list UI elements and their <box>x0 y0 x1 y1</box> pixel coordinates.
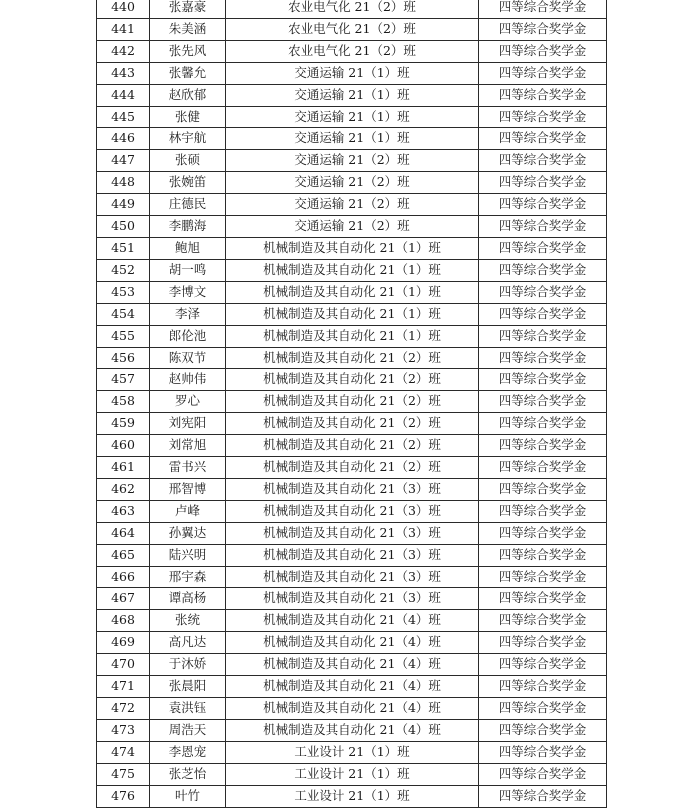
row-number-cell: 469 <box>97 632 150 654</box>
student-name-cell: 陈双节 <box>150 347 226 369</box>
row-number-cell: 454 <box>97 303 150 325</box>
class-name-cell: 机械制造及其自动化 21（1）班 <box>226 325 479 347</box>
student-name-cell: 鲍旭 <box>150 237 226 259</box>
class-name-cell: 机械制造及其自动化 21（3）班 <box>226 522 479 544</box>
student-name-cell: 胡一鸣 <box>150 259 226 281</box>
row-number-cell: 440 <box>97 0 150 18</box>
award-type-cell: 四等综合奖学金 <box>479 150 607 172</box>
class-name-cell: 机械制造及其自动化 21（4）班 <box>226 654 479 676</box>
class-name-cell: 交通运输 21（1）班 <box>226 84 479 106</box>
row-number-cell: 459 <box>97 413 150 435</box>
award-type-cell: 四等综合奖学金 <box>479 347 607 369</box>
student-name-cell: 张馨允 <box>150 62 226 84</box>
award-type-cell: 四等综合奖学金 <box>479 40 607 62</box>
table-row <box>97 18 607 40</box>
class-name-cell: 机械制造及其自动化 21（2）班 <box>226 435 479 457</box>
student-name-cell: 袁洪钰 <box>150 698 226 720</box>
award-type-cell: 四等综合奖学金 <box>479 719 607 741</box>
award-type-cell: 四等综合奖学金 <box>479 216 607 238</box>
table-row <box>97 194 607 216</box>
table-row <box>97 544 607 566</box>
row-number-cell: 451 <box>97 237 150 259</box>
student-name-cell: 卢峰 <box>150 500 226 522</box>
row-number-cell: 460 <box>97 435 150 457</box>
table-row <box>97 84 607 106</box>
award-type-cell: 四等综合奖学金 <box>479 785 607 807</box>
class-name-cell: 交通运输 21（2）班 <box>226 150 479 172</box>
award-type-cell: 四等综合奖学金 <box>479 325 607 347</box>
class-name-cell: 机械制造及其自动化 21（2）班 <box>226 413 479 435</box>
row-number-cell: 468 <box>97 610 150 632</box>
class-name-cell: 机械制造及其自动化 21（1）班 <box>226 281 479 303</box>
row-number-cell: 448 <box>97 172 150 194</box>
table-row <box>97 457 607 479</box>
table-row <box>97 237 607 259</box>
row-number-cell: 472 <box>97 698 150 720</box>
row-number-cell: 457 <box>97 369 150 391</box>
class-name-cell: 机械制造及其自动化 21（4）班 <box>226 610 479 632</box>
award-type-cell: 四等综合奖学金 <box>479 435 607 457</box>
table-row <box>97 610 607 632</box>
student-name-cell: 陆兴明 <box>150 544 226 566</box>
class-name-cell: 农业电气化 21（2）班 <box>226 40 479 62</box>
row-number-cell: 471 <box>97 676 150 698</box>
row-number-cell: 443 <box>97 62 150 84</box>
award-table-body <box>97 0 607 807</box>
table-row <box>97 150 607 172</box>
student-name-cell: 罗心 <box>150 391 226 413</box>
award-type-cell: 四等综合奖学金 <box>479 237 607 259</box>
table-row <box>97 281 607 303</box>
student-name-cell: 邢宇森 <box>150 566 226 588</box>
row-number-cell: 445 <box>97 106 150 128</box>
table-row <box>97 0 607 18</box>
row-number-cell: 446 <box>97 128 150 150</box>
table-row <box>97 566 607 588</box>
award-type-cell: 四等综合奖学金 <box>479 62 607 84</box>
award-list-sheet <box>96 0 606 808</box>
award-type-cell: 四等综合奖学金 <box>479 522 607 544</box>
award-type-cell: 四等综合奖学金 <box>479 128 607 150</box>
row-number-cell: 455 <box>97 325 150 347</box>
student-name-cell: 谭高杨 <box>150 588 226 610</box>
student-name-cell: 于沐娇 <box>150 654 226 676</box>
student-name-cell: 孙翼达 <box>150 522 226 544</box>
row-number-cell: 456 <box>97 347 150 369</box>
class-name-cell: 机械制造及其自动化 21（4）班 <box>226 719 479 741</box>
row-number-cell: 441 <box>97 18 150 40</box>
class-name-cell: 机械制造及其自动化 21（4）班 <box>226 698 479 720</box>
student-name-cell: 张晨阳 <box>150 676 226 698</box>
class-name-cell: 机械制造及其自动化 21（4）班 <box>226 632 479 654</box>
award-type-cell: 四等综合奖学金 <box>479 654 607 676</box>
award-type-cell: 四等综合奖学金 <box>479 457 607 479</box>
row-number-cell: 463 <box>97 500 150 522</box>
class-name-cell: 机械制造及其自动化 21（1）班 <box>226 259 479 281</box>
class-name-cell: 机械制造及其自动化 21（2）班 <box>226 391 479 413</box>
table-row <box>97 40 607 62</box>
row-number-cell: 470 <box>97 654 150 676</box>
row-number-cell: 466 <box>97 566 150 588</box>
row-number-cell: 449 <box>97 194 150 216</box>
table-row <box>97 500 607 522</box>
table-row <box>97 741 607 763</box>
student-name-cell: 张硕 <box>150 150 226 172</box>
class-name-cell: 机械制造及其自动化 21（1）班 <box>226 237 479 259</box>
table-row <box>97 698 607 720</box>
student-name-cell: 高凡达 <box>150 632 226 654</box>
award-type-cell: 四等综合奖学金 <box>479 391 607 413</box>
table-row <box>97 654 607 676</box>
student-name-cell: 张婉笛 <box>150 172 226 194</box>
table-row <box>97 676 607 698</box>
table-row <box>97 588 607 610</box>
award-type-cell: 四等综合奖学金 <box>479 106 607 128</box>
award-type-cell: 四等综合奖学金 <box>479 763 607 785</box>
award-type-cell: 四等综合奖学金 <box>479 566 607 588</box>
student-name-cell: 张健 <box>150 106 226 128</box>
table-row <box>97 522 607 544</box>
row-number-cell: 461 <box>97 457 150 479</box>
class-name-cell: 机械制造及其自动化 21（2）班 <box>226 457 479 479</box>
class-name-cell: 交通运输 21（1）班 <box>226 62 479 84</box>
table-row <box>97 172 607 194</box>
award-type-cell: 四等综合奖学金 <box>479 0 607 18</box>
row-number-cell: 462 <box>97 478 150 500</box>
student-name-cell: 周浩天 <box>150 719 226 741</box>
class-name-cell: 工业设计 21（1）班 <box>226 741 479 763</box>
student-name-cell: 林宇航 <box>150 128 226 150</box>
award-table <box>96 0 607 808</box>
student-name-cell: 雷书兴 <box>150 457 226 479</box>
award-type-cell: 四等综合奖学金 <box>479 172 607 194</box>
table-row <box>97 325 607 347</box>
award-type-cell: 四等综合奖学金 <box>479 698 607 720</box>
table-row <box>97 632 607 654</box>
student-name-cell: 李博文 <box>150 281 226 303</box>
row-number-cell: 475 <box>97 763 150 785</box>
student-name-cell: 赵帅伟 <box>150 369 226 391</box>
class-name-cell: 机械制造及其自动化 21（3）班 <box>226 566 479 588</box>
award-type-cell: 四等综合奖学金 <box>479 259 607 281</box>
award-type-cell: 四等综合奖学金 <box>479 413 607 435</box>
row-number-cell: 476 <box>97 785 150 807</box>
table-row <box>97 347 607 369</box>
table-row <box>97 413 607 435</box>
award-type-cell: 四等综合奖学金 <box>479 544 607 566</box>
table-row <box>97 719 607 741</box>
student-name-cell: 刘宪阳 <box>150 413 226 435</box>
table-row <box>97 369 607 391</box>
student-name-cell: 张先风 <box>150 40 226 62</box>
student-name-cell: 赵欣郁 <box>150 84 226 106</box>
student-name-cell: 张统 <box>150 610 226 632</box>
row-number-cell: 450 <box>97 216 150 238</box>
table-row <box>97 303 607 325</box>
award-type-cell: 四等综合奖学金 <box>479 741 607 763</box>
award-type-cell: 四等综合奖学金 <box>479 478 607 500</box>
table-row <box>97 391 607 413</box>
table-row <box>97 435 607 457</box>
table-row <box>97 478 607 500</box>
student-name-cell: 刘常旭 <box>150 435 226 457</box>
table-row <box>97 106 607 128</box>
row-number-cell: 474 <box>97 741 150 763</box>
class-name-cell: 机械制造及其自动化 21（3）班 <box>226 500 479 522</box>
table-row <box>97 763 607 785</box>
student-name-cell: 李恩宠 <box>150 741 226 763</box>
student-name-cell: 郎伦池 <box>150 325 226 347</box>
class-name-cell: 交通运输 21（1）班 <box>226 106 479 128</box>
class-name-cell: 交通运输 21（2）班 <box>226 194 479 216</box>
row-number-cell: 464 <box>97 522 150 544</box>
award-type-cell: 四等综合奖学金 <box>479 281 607 303</box>
award-type-cell: 四等综合奖学金 <box>479 303 607 325</box>
student-name-cell: 张嘉豪 <box>150 0 226 18</box>
class-name-cell: 农业电气化 21（2）班 <box>226 0 479 18</box>
award-type-cell: 四等综合奖学金 <box>479 500 607 522</box>
award-type-cell: 四等综合奖学金 <box>479 194 607 216</box>
row-number-cell: 447 <box>97 150 150 172</box>
student-name-cell: 邢智博 <box>150 478 226 500</box>
class-name-cell: 交通运输 21（1）班 <box>226 128 479 150</box>
table-row <box>97 785 607 807</box>
student-name-cell: 叶竹 <box>150 785 226 807</box>
class-name-cell: 工业设计 21（1）班 <box>226 763 479 785</box>
award-type-cell: 四等综合奖学金 <box>479 632 607 654</box>
class-name-cell: 机械制造及其自动化 21（1）班 <box>226 303 479 325</box>
row-number-cell: 467 <box>97 588 150 610</box>
class-name-cell: 农业电气化 21（2）班 <box>226 18 479 40</box>
student-name-cell: 庄德民 <box>150 194 226 216</box>
class-name-cell: 机械制造及其自动化 21（3）班 <box>226 588 479 610</box>
class-name-cell: 交通运输 21（2）班 <box>226 216 479 238</box>
row-number-cell: 458 <box>97 391 150 413</box>
award-type-cell: 四等综合奖学金 <box>479 588 607 610</box>
class-name-cell: 工业设计 21（1）班 <box>226 785 479 807</box>
student-name-cell: 李鹏海 <box>150 216 226 238</box>
class-name-cell: 机械制造及其自动化 21（2）班 <box>226 347 479 369</box>
award-type-cell: 四等综合奖学金 <box>479 18 607 40</box>
student-name-cell: 张芝怡 <box>150 763 226 785</box>
award-type-cell: 四等综合奖学金 <box>479 610 607 632</box>
award-type-cell: 四等综合奖学金 <box>479 84 607 106</box>
class-name-cell: 机械制造及其自动化 21（3）班 <box>226 478 479 500</box>
row-number-cell: 473 <box>97 719 150 741</box>
row-number-cell: 453 <box>97 281 150 303</box>
table-row <box>97 62 607 84</box>
row-number-cell: 444 <box>97 84 150 106</box>
class-name-cell: 机械制造及其自动化 21（2）班 <box>226 369 479 391</box>
row-number-cell: 452 <box>97 259 150 281</box>
class-name-cell: 机械制造及其自动化 21（3）班 <box>226 544 479 566</box>
row-number-cell: 465 <box>97 544 150 566</box>
student-name-cell: 李泽 <box>150 303 226 325</box>
row-number-cell: 442 <box>97 40 150 62</box>
award-type-cell: 四等综合奖学金 <box>479 676 607 698</box>
class-name-cell: 交通运输 21（2）班 <box>226 172 479 194</box>
student-name-cell: 朱美涵 <box>150 18 226 40</box>
table-row <box>97 216 607 238</box>
table-row <box>97 259 607 281</box>
table-row <box>97 128 607 150</box>
class-name-cell: 机械制造及其自动化 21（4）班 <box>226 676 479 698</box>
award-type-cell: 四等综合奖学金 <box>479 369 607 391</box>
